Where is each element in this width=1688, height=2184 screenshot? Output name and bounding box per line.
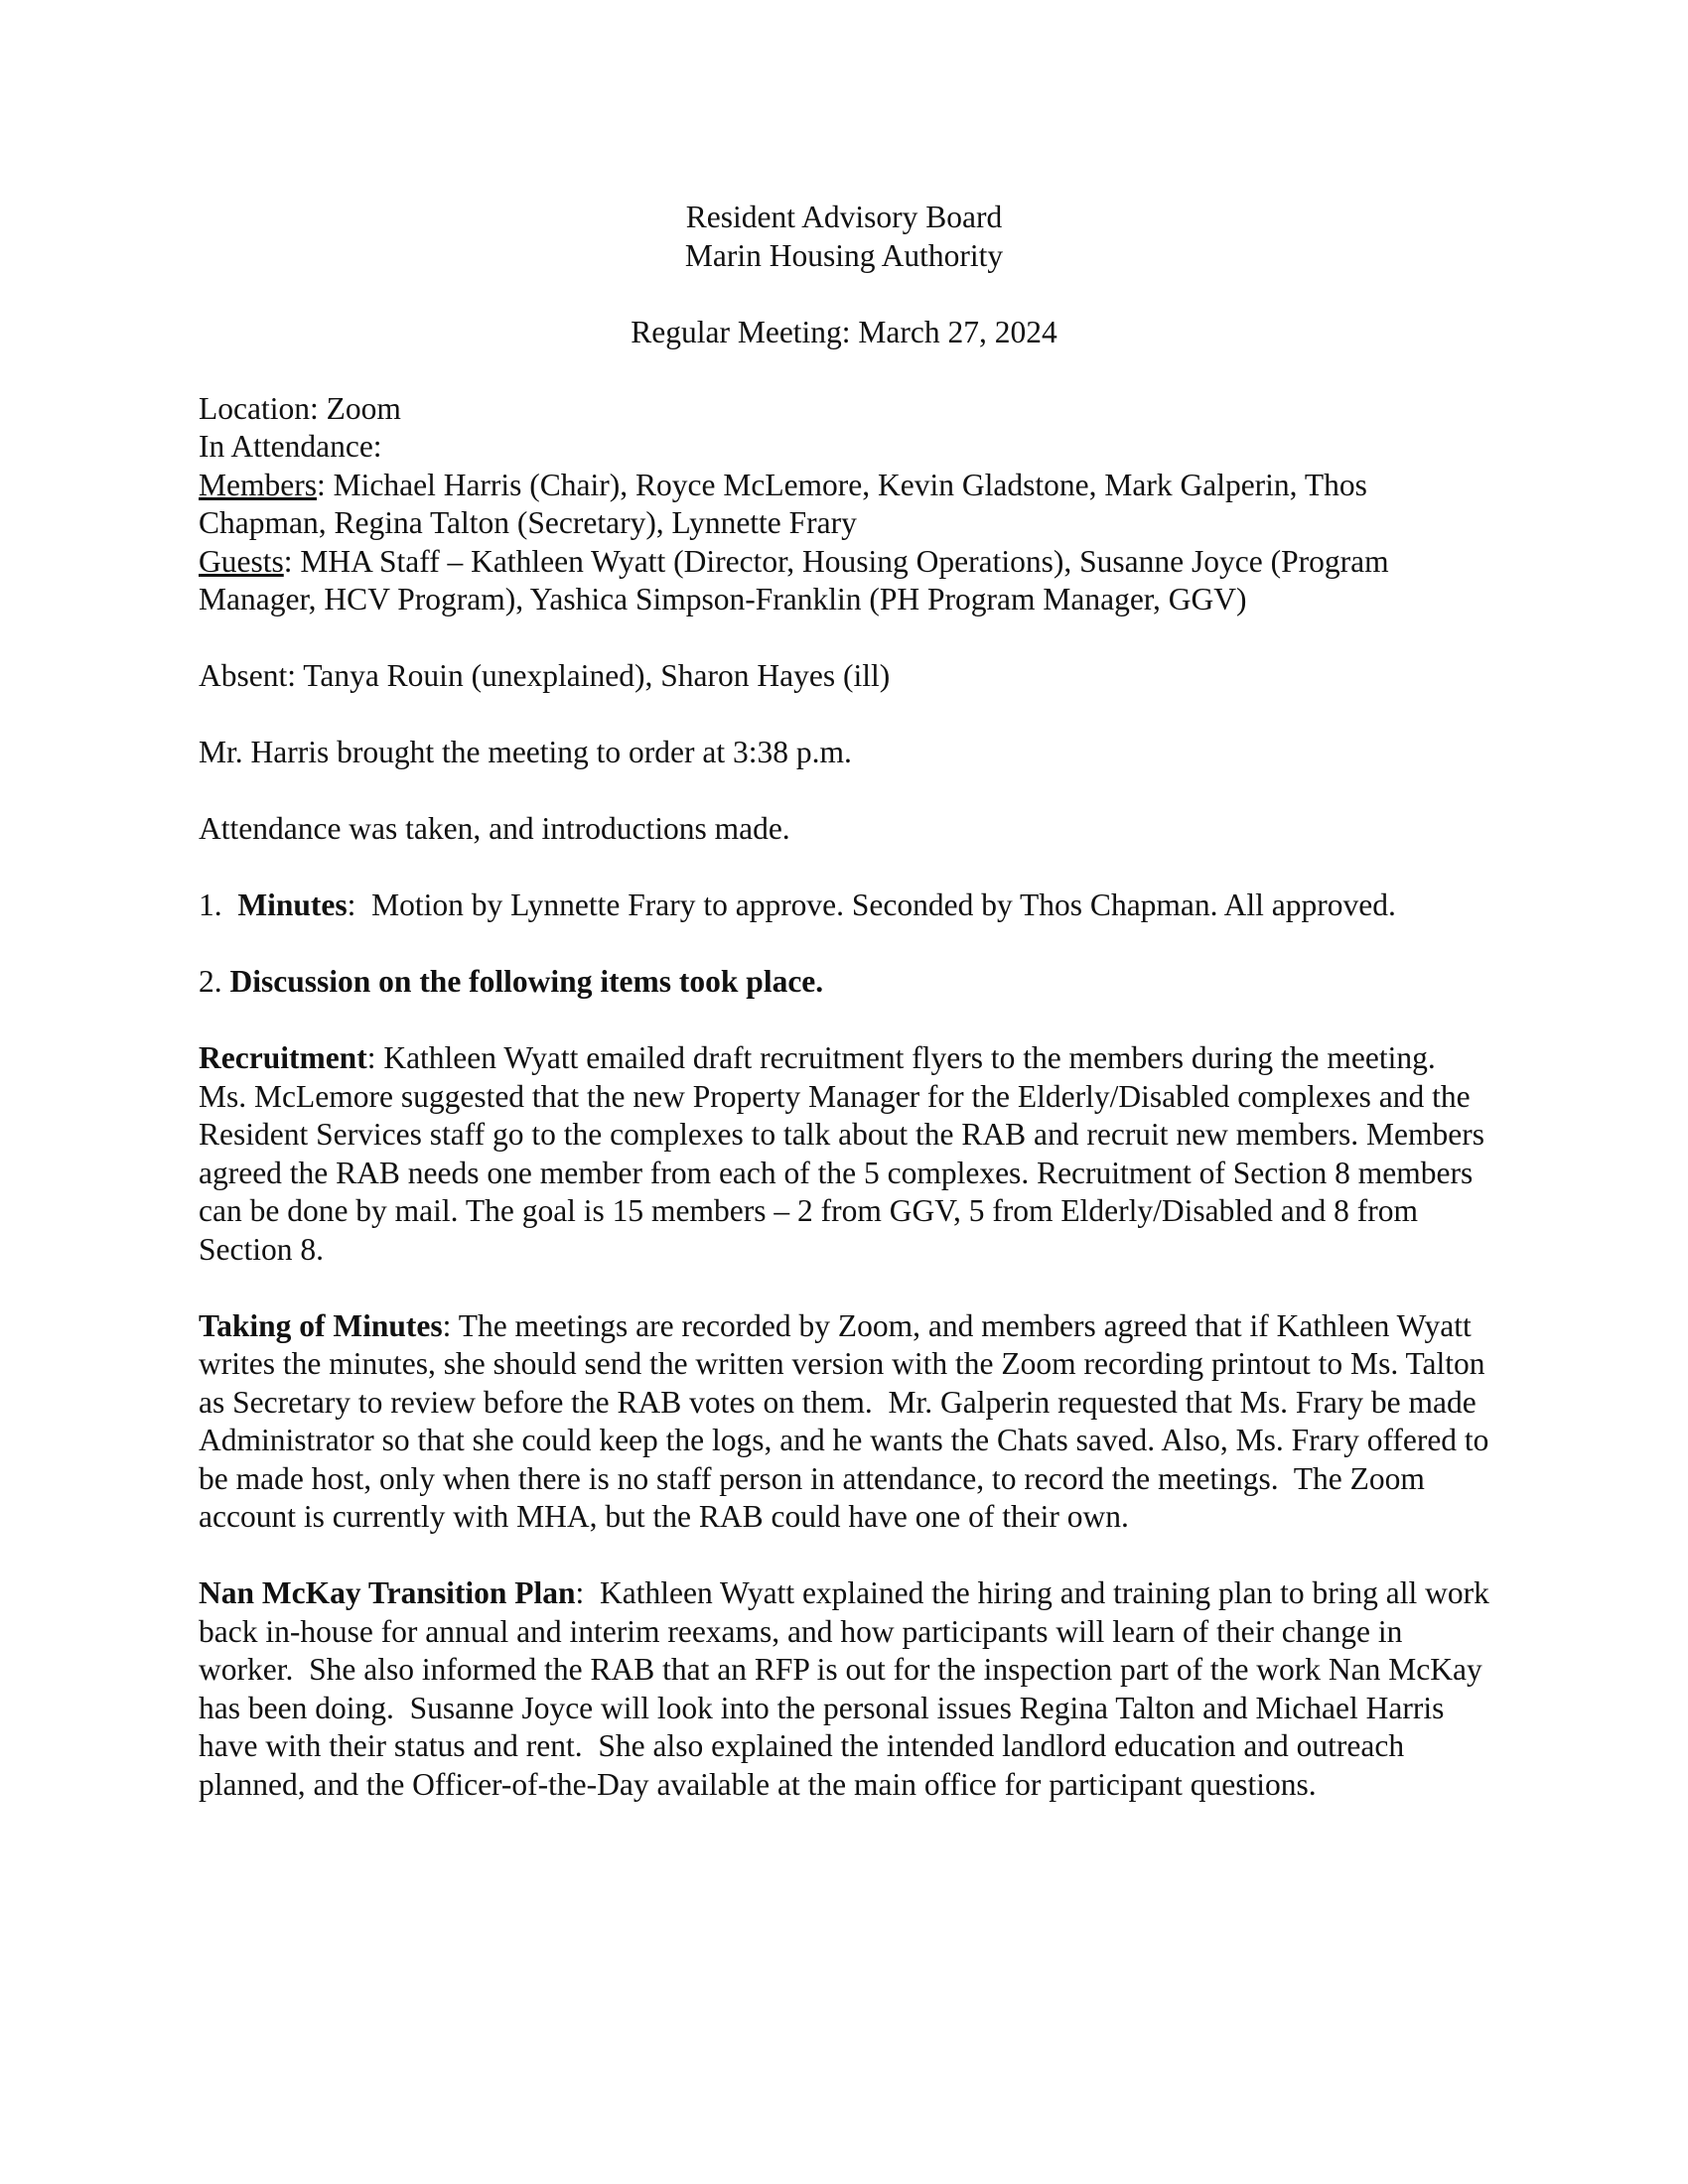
item-number: 2. bbox=[199, 964, 230, 999]
members-line bbox=[199, 467, 1489, 543]
section-heading: Taking of Minutes bbox=[199, 1307, 443, 1343]
members-list: : Michael Harris (Chair), Royce McLemore, Kevin Gladstone, Mark Galperin, Thos Chapman, Regina Talton (Secretary), Lynnette Frary bbox=[199, 467, 1367, 540]
guests-list: : MHA Staff – Kathleen Wyatt (Director, Housing Operations), Susanne Joyce (Program Manager, HCV Program), Yashica Simpson-Franklin (PH Program Manager, GGV) bbox=[199, 543, 1389, 616]
call-to-order: Mr. Harris brought the meeting to order at 3:38 p.m. bbox=[199, 735, 852, 769]
attendance-block bbox=[199, 390, 1489, 619]
members-label: Members bbox=[199, 467, 317, 502]
authority-name: Marin Housing Authority bbox=[684, 237, 1004, 273]
item-number: 1. bbox=[199, 887, 238, 922]
recruitment-paragraph bbox=[199, 1039, 1489, 1269]
document-header bbox=[199, 199, 1489, 275]
board-name: Resident Advisory Board bbox=[685, 200, 1003, 234]
section-text: : Kathleen Wyatt explained the hiring and training plan to bring all work back in-house for annual and interim reexams, and how participants will learn of their change in worker. She also informed the RAB that an RFP is out for the inspection part of the work Nan McKay has been doing. Susanne Joyce will look into the personal issues Regina Talton and Michael Harris have with their status and rent. She also explained the intended landlord education and outreach planned, and the Officer-of-the-Day available at the main office for participant questions. bbox=[199, 1575, 1497, 1802]
item-label: Discussion on the following items took place. bbox=[229, 964, 824, 999]
meeting-title: Regular Meeting: March 27, 2024 bbox=[631, 314, 1057, 349]
section-text: : The meetings are recorded by Zoom, and members agreed that if Kathleen Wyatt writes the minutes, she should send the written version with the Zoom recording printout to Ms. Talton as Secretary to review before the RAB votes on them. Mr. Galperin requested that Ms. Frary be made Administrator so that she could keep the logs, and he wants the Chats saved. Also, Ms. Frary offered to be made host, only when there is no staff person in attendance, to record the meetings. The Zoom account is currently with MHA, but the RAB could have one of their own. bbox=[199, 1307, 1497, 1534]
item-label: Minutes bbox=[237, 887, 348, 922]
section-heading: Nan McKay Transition Plan bbox=[199, 1575, 576, 1610]
guests-line bbox=[199, 543, 1489, 619]
guests-label: Guests bbox=[199, 543, 284, 579]
item-discussion bbox=[199, 963, 1489, 1002]
section-heading: Recruitment bbox=[199, 1040, 367, 1075]
section-text: : Kathleen Wyatt emailed draft recruitment flyers to the members during the meeting. Ms. McLemore suggested that the new Property Manager for the Elderly/Disabled complexes and the Resident Services staff go to the complexes to talk about the RAB and recruit new members. Members agreed the RAB needs one member from each of the 5 complexes. Recruitment of Section 8 members can be done by mail. The goal is 15 members – 2 from GGV, 5 from Elderly/Disabled and 8 from Section 8. bbox=[199, 1040, 1484, 1267]
absent-line: Absent: Tanya Rouin (unexplained), Sharon Hayes (ill) bbox=[199, 658, 891, 693]
document-body bbox=[199, 199, 1497, 1804]
item-text: : Motion by Lynnette Frary to approve. Seconded by Thos Chapman. All approved. bbox=[347, 887, 1396, 922]
taking-of-minutes-paragraph bbox=[199, 1307, 1497, 1537]
attendance-taken: Attendance was taken, and introductions made. bbox=[199, 811, 790, 846]
location-line: Location: Zoom bbox=[199, 390, 401, 426]
item-minutes bbox=[199, 887, 1489, 925]
transition-plan-paragraph bbox=[199, 1574, 1497, 1804]
in-attendance-line: In Attendance: bbox=[199, 429, 382, 464]
